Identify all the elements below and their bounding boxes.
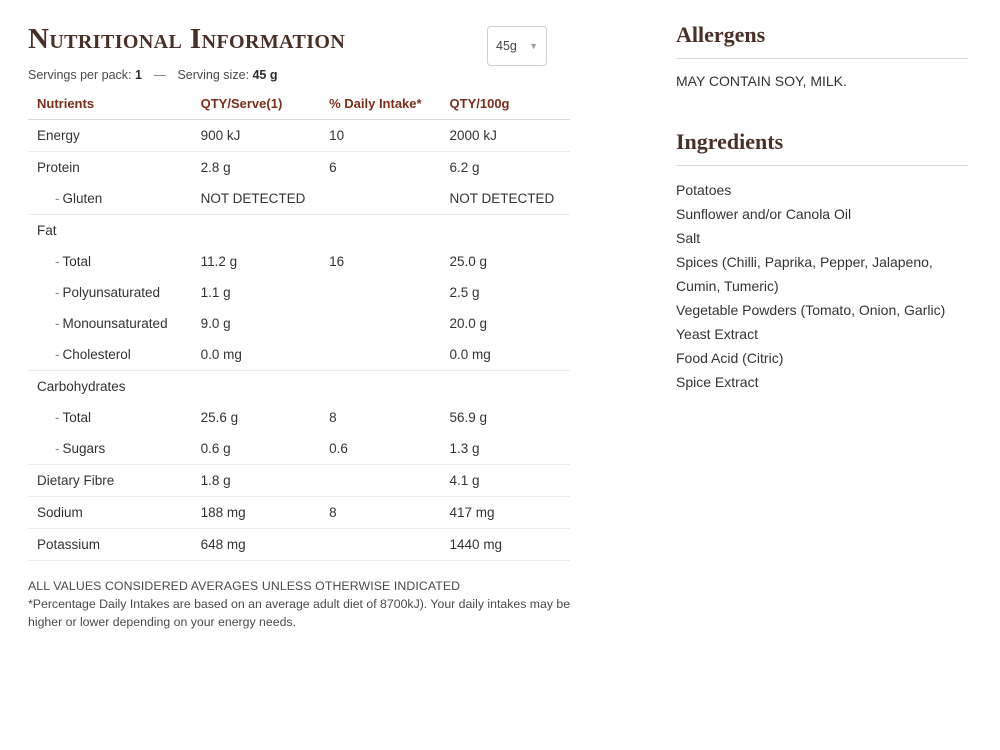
row-label-text: Gluten [62,191,103,206]
table-header-row [28,92,570,120]
row-per100: 1440 mg [450,529,570,561]
side-sections [676,22,971,394]
row-daily: 10 [329,120,449,152]
list-item: Sunflower and/or Canola Oil [676,206,852,222]
row-serve: 1.1 g [200,285,231,300]
table-row [28,183,570,215]
column-header-nutrients: Nutrients [28,92,201,120]
sub-dash: - [55,410,60,425]
row-serve: 2.8 g [200,160,231,175]
row-serve: 25.6 g [200,410,239,425]
list-item: Food Acid (Citric) [676,350,784,366]
allergens-text: MAY CONTAIN SOY, MILK. [676,73,847,89]
list-item: Spice Extract [676,374,759,390]
table-row [28,120,570,152]
list-item: Potatoes [676,182,732,198]
sub-dash: - [55,347,60,362]
row-daily: 0.6 [329,433,449,465]
row-label [28,183,201,215]
sub-dash: - [55,316,60,331]
row-per100: 4.1 g [450,465,570,497]
row-per100 [450,215,570,247]
row-label-text: Total [62,254,92,269]
table-row [28,465,570,497]
serving-size-value: 45 g [252,68,278,82]
footnotes [28,577,573,631]
row-per100: 417 mg [450,497,570,529]
row-serve: 0.6 g [201,433,329,465]
row-daily [329,339,449,371]
row-serve: 11.2 g [200,254,238,269]
row-label-text: Polyunsaturated [62,285,161,300]
row-label [28,246,201,277]
row-per100: 2000 kJ [450,120,570,152]
row-label [28,339,201,371]
row-per100: 2.5 g [449,285,480,300]
table-row [28,402,570,433]
row-label: Potassium [28,529,201,561]
separator-dash: — [153,68,166,82]
row-per100: 0.0 mg [450,339,570,371]
row-label [28,308,201,339]
row-per100: NOT DETECTED [450,183,570,215]
row-daily [329,529,449,561]
row-daily: 8 [329,497,449,529]
column-header-daily-intake: % Daily Intake* [329,92,449,120]
table-row [28,371,570,403]
footnote-averages: ALL VALUES CONSIDERED AVERAGES UNLESS OTHERWISE INDICATED [28,579,461,593]
row-per100: 20.0 g [449,316,488,331]
row-label: Fat [37,223,57,238]
row-serve: 9.0 g [200,316,231,331]
ingredients-list [676,178,971,394]
row-label: Sodium [28,497,201,529]
table-row [28,277,570,308]
nutrition-section [28,22,573,631]
row-daily: 8 [329,410,337,425]
table-row [28,246,570,277]
page-title: Nutritional Information [28,23,346,55]
list-item: Salt [676,230,701,246]
allergens-title: Allergens [676,22,766,47]
row-serve: 0.0 mg [201,339,329,371]
list-item: Vegetable Powders (Tomato, Onion, Garlic) [676,302,946,318]
table-row [28,497,570,529]
row-label: Dietary Fibre [28,465,201,497]
ingredients-title: Ingredients [676,129,784,154]
row-label: Energy [28,120,201,152]
row-serve: 1.8 g [201,465,329,497]
row-daily [329,215,449,247]
divider [676,165,968,166]
footnote-daily-intake: *Percentage Daily Intakes are based on an average adult diet of 8700kJ). Your daily intakes may be higher or lower depending on your energy needs. [28,597,571,629]
table-row [28,152,570,184]
row-label [28,433,201,465]
row-per100: 56.9 g [449,410,488,425]
row-daily [329,308,449,339]
nutrition-table [28,92,570,561]
servings-per-pack-value: 1 [135,68,142,82]
row-per100 [450,371,570,403]
row-daily: 6 [329,160,337,175]
column-header-qty-100g: QTY/100g [450,92,570,120]
list-item: Yeast Extract [676,326,758,342]
allergens-section [676,22,971,91]
column-header-qty-serve: QTY/Serve(1) [201,92,329,120]
servings-line [28,68,573,82]
row-label-text: Total [62,410,92,425]
row-daily: 16 [329,254,345,269]
row-daily [329,277,449,308]
row-daily [329,371,449,403]
row-label-text: Sugars [62,441,106,456]
table-row [28,308,570,339]
row-serve [201,371,329,403]
sub-dash: - [55,285,60,300]
row-serve: 900 kJ [201,120,329,152]
row-label [28,277,201,308]
row-daily [329,183,449,215]
row-label: Protein [37,160,80,175]
row-per100: 6.2 g [449,160,480,175]
servings-per-pack-label: Servings per pack: [28,68,132,82]
serving-size-select[interactable] [487,26,547,66]
serving-size-select-value: 45g [496,39,517,53]
table-row [28,339,570,371]
row-daily [329,465,449,497]
sub-dash: - [55,254,60,269]
row-serve [201,215,329,247]
row-serve: NOT DETECTED [201,183,329,215]
row-label-text: Cholesterol [62,347,131,362]
table-row [28,433,570,465]
table-row [28,215,570,247]
row-per100: 1.3 g [450,433,570,465]
chevron-down-icon: ▼ [529,41,538,51]
row-label: Carbohydrates [37,379,126,394]
row-serve: 648 mg [201,529,329,561]
sub-dash: - [55,191,60,206]
divider [676,58,968,59]
row-per100: 25.0 g [449,254,488,269]
row-serve: 188 mg [201,497,329,529]
row-label [28,402,201,433]
ingredients-section [676,129,971,394]
table-row [28,529,570,561]
row-label-text: Monounsaturated [62,316,168,331]
list-item: Spices (Chilli, Paprika, Pepper, Jalapeno, Cumin, Tumeric) [676,254,933,294]
serving-size-label: Serving size: [177,68,249,82]
sub-dash: - [55,441,60,456]
